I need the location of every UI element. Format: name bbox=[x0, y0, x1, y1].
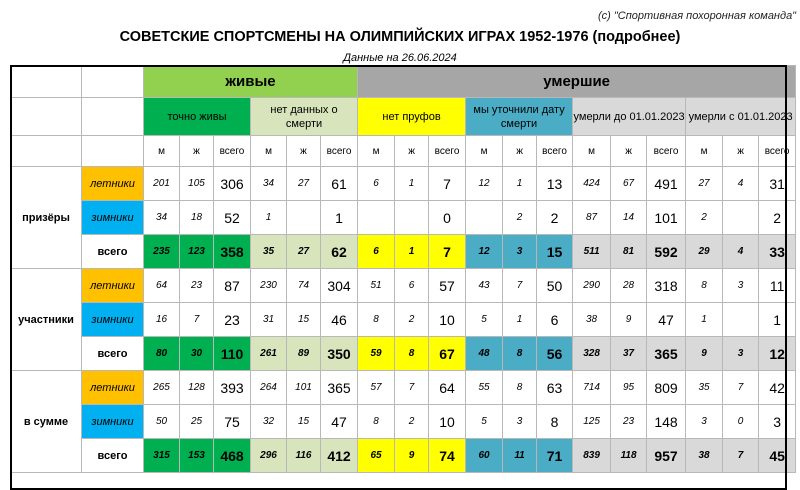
value-cell bbox=[723, 303, 759, 337]
value-cell: 116 bbox=[287, 439, 321, 473]
total-cell: 71 bbox=[537, 439, 573, 473]
data-date: Данные на 26.06.2024 bbox=[343, 52, 457, 64]
value-cell: 4 bbox=[723, 167, 759, 201]
total-cell: 148 bbox=[647, 405, 686, 439]
column-header: м bbox=[358, 136, 395, 167]
total-cell: 47 bbox=[647, 303, 686, 337]
value-cell: 105 bbox=[180, 167, 214, 201]
total-cell: 304 bbox=[321, 269, 358, 303]
value-cell: 2 bbox=[395, 303, 429, 337]
total-cell: 33 bbox=[759, 235, 796, 269]
value-cell: 34 bbox=[144, 201, 180, 235]
total-cell: 350 bbox=[321, 337, 358, 371]
column-header: всего bbox=[214, 136, 251, 167]
value-cell: 31 bbox=[251, 303, 287, 337]
total-cell: 74 bbox=[429, 439, 466, 473]
value-cell: 15 bbox=[287, 303, 321, 337]
value-cell: 37 bbox=[611, 337, 647, 371]
column-header: всего bbox=[429, 136, 466, 167]
value-cell: 16 bbox=[144, 303, 180, 337]
value-cell: 1 bbox=[251, 201, 287, 235]
value-cell: 38 bbox=[573, 303, 611, 337]
total-cell: 0 bbox=[429, 201, 466, 235]
value-cell: 64 bbox=[144, 269, 180, 303]
total-cell: 592 bbox=[647, 235, 686, 269]
total-cell: 809 bbox=[647, 371, 686, 405]
value-cell: 51 bbox=[358, 269, 395, 303]
value-cell: 15 bbox=[287, 405, 321, 439]
table-row bbox=[11, 371, 796, 405]
value-cell: 48 bbox=[466, 337, 503, 371]
corner-cell bbox=[82, 66, 144, 98]
value-cell bbox=[358, 201, 395, 235]
total-cell: 15 bbox=[537, 235, 573, 269]
value-cell: 34 bbox=[251, 167, 287, 201]
total-cell: 12 bbox=[759, 337, 796, 371]
total-cell: 67 bbox=[429, 337, 466, 371]
total-cell: 64 bbox=[429, 371, 466, 405]
value-cell: 8 bbox=[503, 337, 537, 371]
corner-cell bbox=[82, 136, 144, 167]
total-cell: 75 bbox=[214, 405, 251, 439]
table-row bbox=[11, 439, 796, 473]
total-cell: 7 bbox=[429, 235, 466, 269]
total-cell: 23 bbox=[214, 303, 251, 337]
category-header: умерли с 01.01.2023 bbox=[686, 98, 796, 136]
column-header: м bbox=[686, 136, 723, 167]
value-cell: 1 bbox=[395, 167, 429, 201]
value-cell: 8 bbox=[686, 269, 723, 303]
category-header: мы уточнили дату смерти bbox=[466, 98, 573, 136]
value-cell: 27 bbox=[287, 235, 321, 269]
total-cell: 46 bbox=[321, 303, 358, 337]
value-cell: 3 bbox=[723, 269, 759, 303]
header-alive: живые bbox=[144, 66, 358, 98]
column-header: ж bbox=[611, 136, 647, 167]
value-cell: 3 bbox=[503, 235, 537, 269]
table-row bbox=[11, 167, 796, 201]
total-cell: 11 bbox=[759, 269, 796, 303]
corner-cell bbox=[11, 98, 82, 136]
value-cell: 7 bbox=[395, 371, 429, 405]
value-cell: 35 bbox=[686, 371, 723, 405]
value-cell: 57 bbox=[358, 371, 395, 405]
value-cell: 714 bbox=[573, 371, 611, 405]
value-cell: 3 bbox=[686, 405, 723, 439]
value-cell: 89 bbox=[287, 337, 321, 371]
total-cell: 365 bbox=[321, 371, 358, 405]
value-cell: 7 bbox=[723, 439, 759, 473]
value-cell: 264 bbox=[251, 371, 287, 405]
value-cell: 7 bbox=[723, 371, 759, 405]
page-title: СОВЕТСКИЕ СПОРТСМЕНЫ НА ОЛИМПИЙСКИХ ИГРАХ 1952-1976 (подробнее) bbox=[119, 29, 681, 45]
category-header: нет данных о смерти bbox=[251, 98, 358, 136]
value-cell: 65 bbox=[358, 439, 395, 473]
column-header: м bbox=[573, 136, 611, 167]
row-label-summer: летники bbox=[82, 371, 144, 405]
value-cell: 67 bbox=[611, 167, 647, 201]
row-label-winter: зимники bbox=[82, 405, 144, 439]
column-header: ж bbox=[503, 136, 537, 167]
total-cell: 306 bbox=[214, 167, 251, 201]
value-cell: 201 bbox=[144, 167, 180, 201]
total-cell: 31 bbox=[759, 167, 796, 201]
value-cell: 9 bbox=[611, 303, 647, 337]
value-cell: 153 bbox=[180, 439, 214, 473]
total-cell: 13 bbox=[537, 167, 573, 201]
value-cell: 230 bbox=[251, 269, 287, 303]
category-header: нет пруфов bbox=[358, 98, 466, 136]
corner-cell bbox=[11, 66, 82, 98]
value-cell: 1 bbox=[395, 235, 429, 269]
value-cell: 28 bbox=[611, 269, 647, 303]
group-label: в сумме bbox=[11, 371, 82, 473]
value-cell: 3 bbox=[723, 337, 759, 371]
credit-text: (c) "Спортивная похоронная команда" bbox=[598, 10, 797, 22]
value-cell: 4 bbox=[723, 235, 759, 269]
total-cell: 47 bbox=[321, 405, 358, 439]
value-cell: 55 bbox=[466, 371, 503, 405]
total-cell: 52 bbox=[214, 201, 251, 235]
value-cell: 424 bbox=[573, 167, 611, 201]
table-row bbox=[11, 235, 796, 269]
value-cell: 328 bbox=[573, 337, 611, 371]
value-cell: 315 bbox=[144, 439, 180, 473]
total-cell: 393 bbox=[214, 371, 251, 405]
value-cell: 23 bbox=[180, 269, 214, 303]
row-label-winter: зимники bbox=[82, 303, 144, 337]
olympians-table bbox=[10, 65, 796, 473]
value-cell: 12 bbox=[466, 167, 503, 201]
value-cell: 25 bbox=[180, 405, 214, 439]
value-cell: 27 bbox=[287, 167, 321, 201]
value-cell: 5 bbox=[466, 303, 503, 337]
row-label-winter: зимники bbox=[82, 201, 144, 235]
value-cell: 43 bbox=[466, 269, 503, 303]
value-cell: 1 bbox=[686, 303, 723, 337]
value-cell: 8 bbox=[358, 303, 395, 337]
value-cell: 6 bbox=[395, 269, 429, 303]
value-cell: 0 bbox=[723, 405, 759, 439]
total-cell: 2 bbox=[537, 201, 573, 235]
total-cell: 10 bbox=[429, 303, 466, 337]
value-cell: 2 bbox=[395, 405, 429, 439]
value-cell: 8 bbox=[503, 371, 537, 405]
value-cell: 118 bbox=[611, 439, 647, 473]
total-cell: 57 bbox=[429, 269, 466, 303]
value-cell: 38 bbox=[686, 439, 723, 473]
value-cell: 32 bbox=[251, 405, 287, 439]
table-row bbox=[11, 201, 796, 235]
total-cell: 1 bbox=[321, 201, 358, 235]
table-row bbox=[11, 303, 796, 337]
corner-cell bbox=[82, 98, 144, 136]
value-cell: 18 bbox=[180, 201, 214, 235]
total-cell: 8 bbox=[537, 405, 573, 439]
value-cell: 7 bbox=[503, 269, 537, 303]
row-label-summer: летники bbox=[82, 269, 144, 303]
total-cell: 491 bbox=[647, 167, 686, 201]
column-header: м bbox=[466, 136, 503, 167]
value-cell: 3 bbox=[503, 405, 537, 439]
total-cell: 318 bbox=[647, 269, 686, 303]
value-cell: 23 bbox=[611, 405, 647, 439]
total-cell: 468 bbox=[214, 439, 251, 473]
total-cell: 2 bbox=[759, 201, 796, 235]
total-cell: 42 bbox=[759, 371, 796, 405]
group-label: участники bbox=[11, 269, 82, 371]
total-cell: 45 bbox=[759, 439, 796, 473]
total-cell: 63 bbox=[537, 371, 573, 405]
table-row bbox=[11, 337, 796, 371]
value-cell: 11 bbox=[503, 439, 537, 473]
value-cell: 74 bbox=[287, 269, 321, 303]
value-cell: 1 bbox=[503, 303, 537, 337]
value-cell: 9 bbox=[395, 439, 429, 473]
value-cell: 6 bbox=[358, 167, 395, 201]
value-cell: 123 bbox=[180, 235, 214, 269]
column-header: всего bbox=[647, 136, 686, 167]
total-cell: 62 bbox=[321, 235, 358, 269]
value-cell: 235 bbox=[144, 235, 180, 269]
value-cell: 290 bbox=[573, 269, 611, 303]
total-cell: 6 bbox=[537, 303, 573, 337]
value-cell: 296 bbox=[251, 439, 287, 473]
value-cell bbox=[395, 201, 429, 235]
group-label: призёры bbox=[11, 167, 82, 269]
value-cell: 6 bbox=[358, 235, 395, 269]
total-cell: 7 bbox=[429, 167, 466, 201]
column-header: ж bbox=[723, 136, 759, 167]
total-cell: 50 bbox=[537, 269, 573, 303]
value-cell: 1 bbox=[503, 167, 537, 201]
table-row bbox=[11, 405, 796, 439]
value-cell: 60 bbox=[466, 439, 503, 473]
total-cell: 101 bbox=[647, 201, 686, 235]
value-cell: 81 bbox=[611, 235, 647, 269]
column-header: всего bbox=[321, 136, 358, 167]
value-cell: 2 bbox=[503, 201, 537, 235]
value-cell: 27 bbox=[686, 167, 723, 201]
total-cell: 56 bbox=[537, 337, 573, 371]
value-cell: 87 bbox=[573, 201, 611, 235]
total-cell: 10 bbox=[429, 405, 466, 439]
value-cell: 29 bbox=[686, 235, 723, 269]
value-cell: 128 bbox=[180, 371, 214, 405]
value-cell: 12 bbox=[466, 235, 503, 269]
row-label-summer: летники bbox=[82, 167, 144, 201]
total-cell: 61 bbox=[321, 167, 358, 201]
column-header: ж bbox=[395, 136, 429, 167]
value-cell: 7 bbox=[180, 303, 214, 337]
value-cell: 80 bbox=[144, 337, 180, 371]
total-cell: 365 bbox=[647, 337, 686, 371]
value-cell: 14 bbox=[611, 201, 647, 235]
value-cell bbox=[723, 201, 759, 235]
value-cell bbox=[466, 201, 503, 235]
value-cell: 261 bbox=[251, 337, 287, 371]
column-header: всего bbox=[759, 136, 796, 167]
value-cell: 511 bbox=[573, 235, 611, 269]
value-cell bbox=[287, 201, 321, 235]
row-label-total: всего bbox=[82, 235, 144, 269]
row-label-total: всего bbox=[82, 337, 144, 371]
category-header: точно живы bbox=[144, 98, 251, 136]
total-cell: 87 bbox=[214, 269, 251, 303]
value-cell: 125 bbox=[573, 405, 611, 439]
corner-cell bbox=[11, 136, 82, 167]
total-cell: 3 bbox=[759, 405, 796, 439]
header-dead: умершие bbox=[358, 66, 796, 98]
column-header: м bbox=[251, 136, 287, 167]
value-cell: 50 bbox=[144, 405, 180, 439]
value-cell: 95 bbox=[611, 371, 647, 405]
table-row bbox=[11, 269, 796, 303]
value-cell: 265 bbox=[144, 371, 180, 405]
total-cell: 1 bbox=[759, 303, 796, 337]
column-header: ж bbox=[287, 136, 321, 167]
value-cell: 8 bbox=[395, 337, 429, 371]
value-cell: 9 bbox=[686, 337, 723, 371]
value-cell: 839 bbox=[573, 439, 611, 473]
total-cell: 957 bbox=[647, 439, 686, 473]
value-cell: 8 bbox=[358, 405, 395, 439]
column-header: всего bbox=[537, 136, 573, 167]
total-cell: 358 bbox=[214, 235, 251, 269]
row-label-total: всего bbox=[82, 439, 144, 473]
value-cell: 59 bbox=[358, 337, 395, 371]
total-cell: 412 bbox=[321, 439, 358, 473]
value-cell: 5 bbox=[466, 405, 503, 439]
total-cell: 110 bbox=[214, 337, 251, 371]
value-cell: 2 bbox=[686, 201, 723, 235]
category-header: умерли до 01.01.2023 bbox=[573, 98, 686, 136]
value-cell: 101 bbox=[287, 371, 321, 405]
column-header: ж bbox=[180, 136, 214, 167]
column-header: м bbox=[144, 136, 180, 167]
value-cell: 30 bbox=[180, 337, 214, 371]
value-cell: 35 bbox=[251, 235, 287, 269]
